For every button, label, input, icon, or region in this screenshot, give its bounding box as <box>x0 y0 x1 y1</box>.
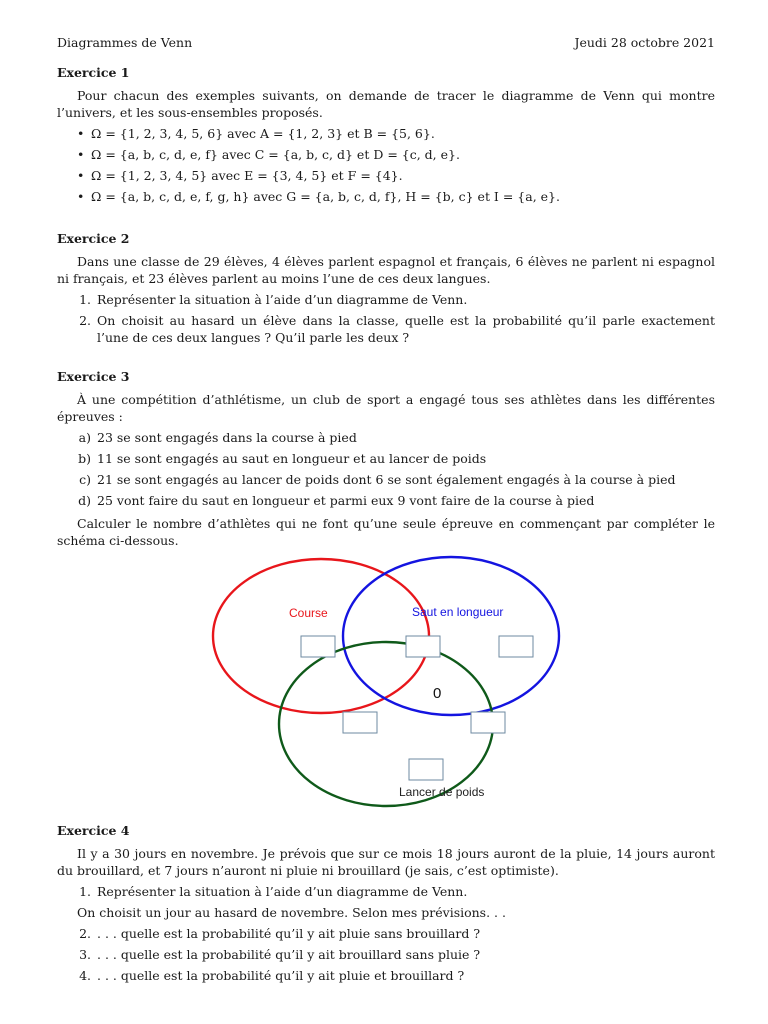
answer-box-lancer-only[interactable] <box>409 759 443 780</box>
list-item: 3. . . . quelle est la probabilité qu’il y ait brouillard sans pluie ? <box>79 947 481 962</box>
exercise-4-list-1 <box>57 883 715 900</box>
exercise-2-intro: Dans une classe de 29 élèves, 4 élèves parlent espagnol et français, 6 élèves ne parlent ni espagnol ni français, et 23 élèves parlent au moins l’une de ces deux langues. <box>57 254 715 286</box>
answer-box-saut-lancer[interactable] <box>471 712 505 733</box>
exercise-3-instruction: Calculer le nombre d’athlètes qui ne font qu’une seule épreuve en commençant par compléter le schéma ci-dessous. <box>57 516 715 548</box>
list-item: c) 21 se sont engagés au lancer de poids dont 6 se sont également engagés à la course à pied <box>79 472 676 487</box>
list-item: 1. Représenter la situation à l’aide d’un diagramme de Venn. <box>79 292 468 307</box>
exercise-3-title: Exercice 3 <box>57 369 130 384</box>
list-item: a) 23 se sont engagés dans la course à pied <box>78 430 357 445</box>
list-item: 1. Représenter la situation à l’aide d’un diagramme de Venn. <box>79 884 468 899</box>
saut-label: Saut en longueur <box>412 605 504 619</box>
list-item: 2. On choisit au hasard un élève dans la classe, quelle est la probabilité qu’il parle exactement l’une de ces deux langues ? Qu’il parle les deux ? <box>79 313 715 345</box>
exercise-1-intro: Pour chacun des exemples suivants, on demande de tracer le diagramme de Venn qui montre l’univers, et les sous-ensembles proposés. <box>57 88 715 120</box>
answer-box-course-saut[interactable] <box>406 636 440 657</box>
exercise-4-subtext: On choisit un jour au hasard de novembre. Selon mes prévisions. . . <box>77 905 506 920</box>
list-item: • Ω = {1, 2, 3, 4, 5, 6} avec A = {1, 2, 3} et B = {5, 6}. <box>77 125 715 142</box>
exercise-2-title: Exercice 2 <box>57 231 130 246</box>
lancer-label: Lancer de poids <box>399 785 485 799</box>
list-item: • Ω = {a, b, c, d, e, f, g, h} avec G = {a, b, c, d, f}, H = {b, c} et I = {a, e}. <box>77 188 715 205</box>
list-item: 4. . . . quelle est la probabilité qu’il y ait pluie et brouillard ? <box>79 968 465 983</box>
document-page <box>57 34 715 983</box>
answer-box-course-only[interactable] <box>301 636 335 657</box>
list-item: • Ω = {a, b, c, d, e, f} avec C = {a, b, c, d} et D = {c, d, e}. <box>77 146 715 163</box>
exercise-3-intro: À une compétition d’athlétisme, un club de sport a engagé tous ses athlètes dans les différentes épreuves : <box>57 392 715 424</box>
answer-box-saut-only[interactable] <box>499 636 533 657</box>
list-item: d) 25 vont faire du saut en longueur et parmi eux 9 vont faire de la course à pied <box>78 493 595 508</box>
exercise-4 <box>57 822 715 988</box>
list-item: 2. . . . quelle est la probabilité qu’il y ait pluie sans brouillard ? <box>79 926 481 941</box>
exercise-2-list <box>57 291 715 346</box>
list-item: b) 11 se sont engagés au saut en longueur et au lancer de poids <box>78 451 487 466</box>
exercise-4-list-2 <box>57 925 715 984</box>
exercise-4-intro: Il y a 30 jours en novembre. Je prévois que sur ce mois 18 jours auront de la pluie, 14 jours auront du brouillard, et 7 jours n’auront ni pluie ni brouillard (je sais, c’est optimiste). <box>57 846 715 878</box>
course-label: Course <box>289 606 328 620</box>
center-value: 0 <box>433 685 442 702</box>
page-header <box>57 34 715 52</box>
header-title: Diagrammes de Venn <box>57 35 193 50</box>
exercise-2 <box>57 230 715 350</box>
exercise-3-list <box>57 429 715 509</box>
exercise-1-title: Exercice 1 <box>57 65 130 80</box>
exercise-1 <box>57 64 715 209</box>
exercise-4-title: Exercice 4 <box>57 823 130 838</box>
answer-box-course-lancer[interactable] <box>343 712 377 733</box>
lancer-ellipse <box>279 642 493 806</box>
exercise-1-list <box>57 125 715 205</box>
exercise-3 <box>57 368 715 549</box>
header-date: Jeudi 28 octobre 2021 <box>574 35 715 50</box>
venn-diagram <box>205 548 561 818</box>
list-item: • Ω = {1, 2, 3, 4, 5} avec E = {3, 4, 5} et F = {4}. <box>77 167 715 184</box>
